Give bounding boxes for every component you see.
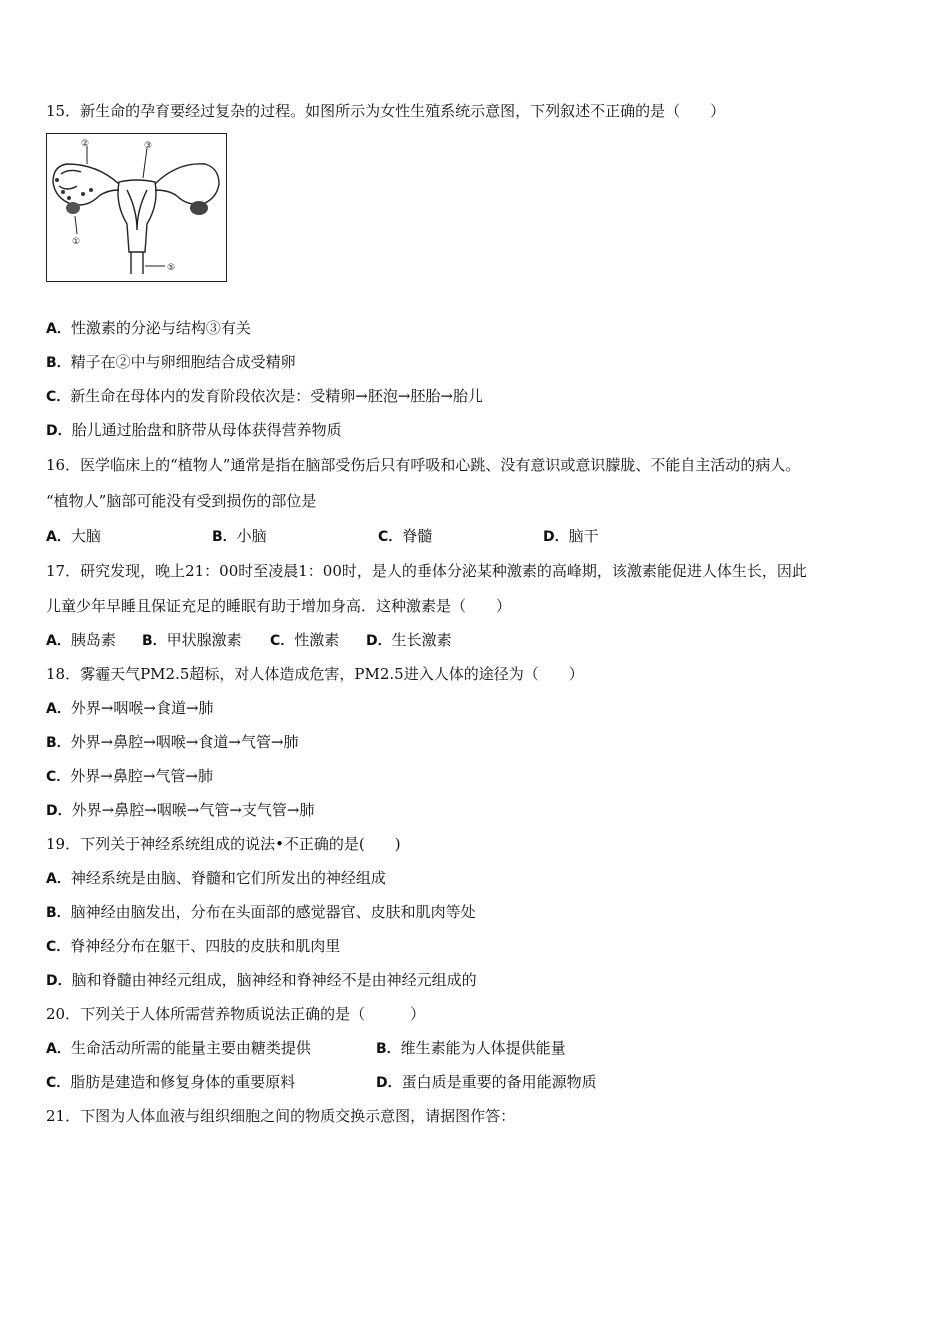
option-letter: B． (376, 1041, 401, 1057)
q18-option-a (46, 698, 214, 719)
option-text: 大脑 (70, 527, 101, 545)
q15-option-b (46, 352, 296, 373)
option-letter: C． (378, 529, 403, 545)
option-letter: A． (46, 871, 71, 887)
figure-label-5: ⑤ (167, 263, 176, 273)
option-letter: B． (46, 905, 71, 921)
option-text: 外界→鼻腔→咽喉→食道→气管→肺 (70, 733, 299, 751)
q21-stem: 21．下图为人体血液与组织细胞之间的物质交换示意图，请据图作答： (46, 1107, 516, 1125)
reproductive-system-figure (46, 133, 227, 282)
q17-option-d (366, 630, 452, 651)
q20-stem: 20．下列关于人体所需营养物质说法正确的是（ ） (46, 1005, 426, 1023)
option-letter: B． (212, 529, 237, 545)
figure-label-2: ② (81, 139, 90, 149)
option-text: 胰岛素 (70, 631, 116, 649)
option-text: 生命活动所需的能量主要由糖类提供 (70, 1039, 311, 1057)
option-letter: B． (142, 633, 167, 649)
figure-label-3: ③ (144, 141, 153, 151)
q20-option-a (46, 1038, 311, 1059)
option-text: 外界→鼻腔→咽喉→气管→支气管→肺 (71, 801, 315, 819)
q18-option-d (46, 800, 314, 821)
q18-option-b (46, 732, 299, 753)
option-letter: D． (543, 529, 569, 545)
q17-option-b (142, 630, 242, 651)
option-text: 性激素 (294, 631, 340, 649)
q17-option-a (46, 630, 116, 651)
option-letter: A． (46, 633, 71, 649)
q19-option-a (46, 868, 386, 889)
option-letter: C． (46, 769, 71, 785)
option-letter: A． (46, 1041, 71, 1057)
option-text: 外界→鼻腔→气管→肺 (70, 767, 213, 785)
q16-option-c (378, 526, 432, 547)
option-letter: B． (46, 355, 71, 371)
option-letter: A． (46, 529, 71, 545)
option-text: 脑神经由脑发出，分布在头面部的感觉器官、皮肤和肌肉等处 (70, 903, 476, 921)
q17-option-c (270, 630, 339, 651)
option-text: 外界→咽喉→食道→肺 (70, 699, 214, 717)
option-letter: D． (46, 423, 72, 439)
q15-option-c (46, 386, 483, 407)
option-text: 脊神经分布在躯干、四肢的皮肤和肌肉里 (70, 937, 341, 955)
figure-label-1: ① (72, 237, 81, 247)
q16-stem-line1: 16．医学临床上的“植物人”通常是指在脑部受伤后只有呼吸和心跳、没有意识或意识朦胧、不能自主活动的病人。 (46, 456, 801, 474)
ovary-icon (190, 201, 208, 215)
q16-option-b (212, 526, 267, 547)
option-letter: C． (46, 939, 71, 955)
q20-option-b (376, 1038, 566, 1059)
q16-option-a (46, 526, 101, 547)
option-text: 甲状腺激素 (166, 631, 242, 649)
option-text: 精子在②中与卵细胞结合成受精卵 (70, 353, 296, 371)
q18-stem: 18．雾霾天气PM2.5超标，对人体造成危害，PM2.5进入人体的途径为（ ） (46, 665, 584, 683)
option-letter: A． (46, 701, 71, 717)
q19-option-d (46, 970, 477, 991)
q19-option-b (46, 902, 476, 923)
option-letter: D． (376, 1075, 402, 1091)
q19-option-c (46, 936, 340, 957)
option-letter: D． (366, 633, 392, 649)
option-letter: D． (46, 973, 72, 989)
option-text: 新生命在母体内的发育阶段依次是：受精卵→胚泡→胚胎→胎儿 (70, 387, 483, 405)
q16-stem-line2: “植物人”脑部可能没有受到损伤的部位是 (46, 492, 317, 510)
option-text: 生长激素 (391, 631, 452, 649)
option-letter: D． (46, 803, 72, 819)
q19-stem: 19．下列关于神经系统组成的说法•不正确的是( ) (46, 835, 401, 853)
option-text: 性激素的分泌与结构③有关 (70, 319, 251, 337)
q15-stem: 15．新生命的孕育要经过复杂的过程。如图所示为女性生殖系统示意图，下列叙述不正确的是（ ） (46, 102, 726, 120)
uterus-diagram (47, 134, 226, 281)
option-text: 蛋白质是重要的备用能源物质 (401, 1073, 597, 1091)
option-text: 脂肪是建造和修复身体的重要原料 (70, 1073, 296, 1091)
q20-option-c (46, 1072, 295, 1093)
option-letter: C． (46, 1075, 71, 1091)
option-letter: A． (46, 321, 71, 337)
option-text: 维生素能为人体提供能量 (400, 1039, 566, 1057)
q17-stem-line1: 17．研究发现，晚上21：00时至凌晨1：00时，是人的垂体分泌某种激素的高峰期，该激素能促进人体生长，因此 (46, 562, 807, 580)
q15-option-a (46, 318, 251, 339)
option-letter: B． (46, 735, 71, 751)
option-text: 小脑 (236, 527, 267, 545)
option-letter: C． (270, 633, 295, 649)
option-text: 神经系统是由脑、脊髓和它们所发出的神经组成 (70, 869, 386, 887)
option-text: 胎儿通过胎盘和脐带从母体获得营养物质 (71, 421, 342, 439)
option-letter: C． (46, 389, 71, 405)
q17-stem-line2: 儿童少年早睡且保证充足的睡眠有助于增加身高．这种激素是（ ） (46, 597, 512, 615)
option-text: 脑干 (568, 527, 599, 545)
option-text: 脑和脊髓由神经元组成，脑神经和脊神经不是由神经元组成的 (71, 971, 477, 989)
option-text: 脊髓 (402, 527, 433, 545)
q15-option-d (46, 420, 342, 441)
q20-option-d (376, 1072, 597, 1093)
q16-option-d (543, 526, 599, 547)
q18-option-c (46, 766, 213, 787)
